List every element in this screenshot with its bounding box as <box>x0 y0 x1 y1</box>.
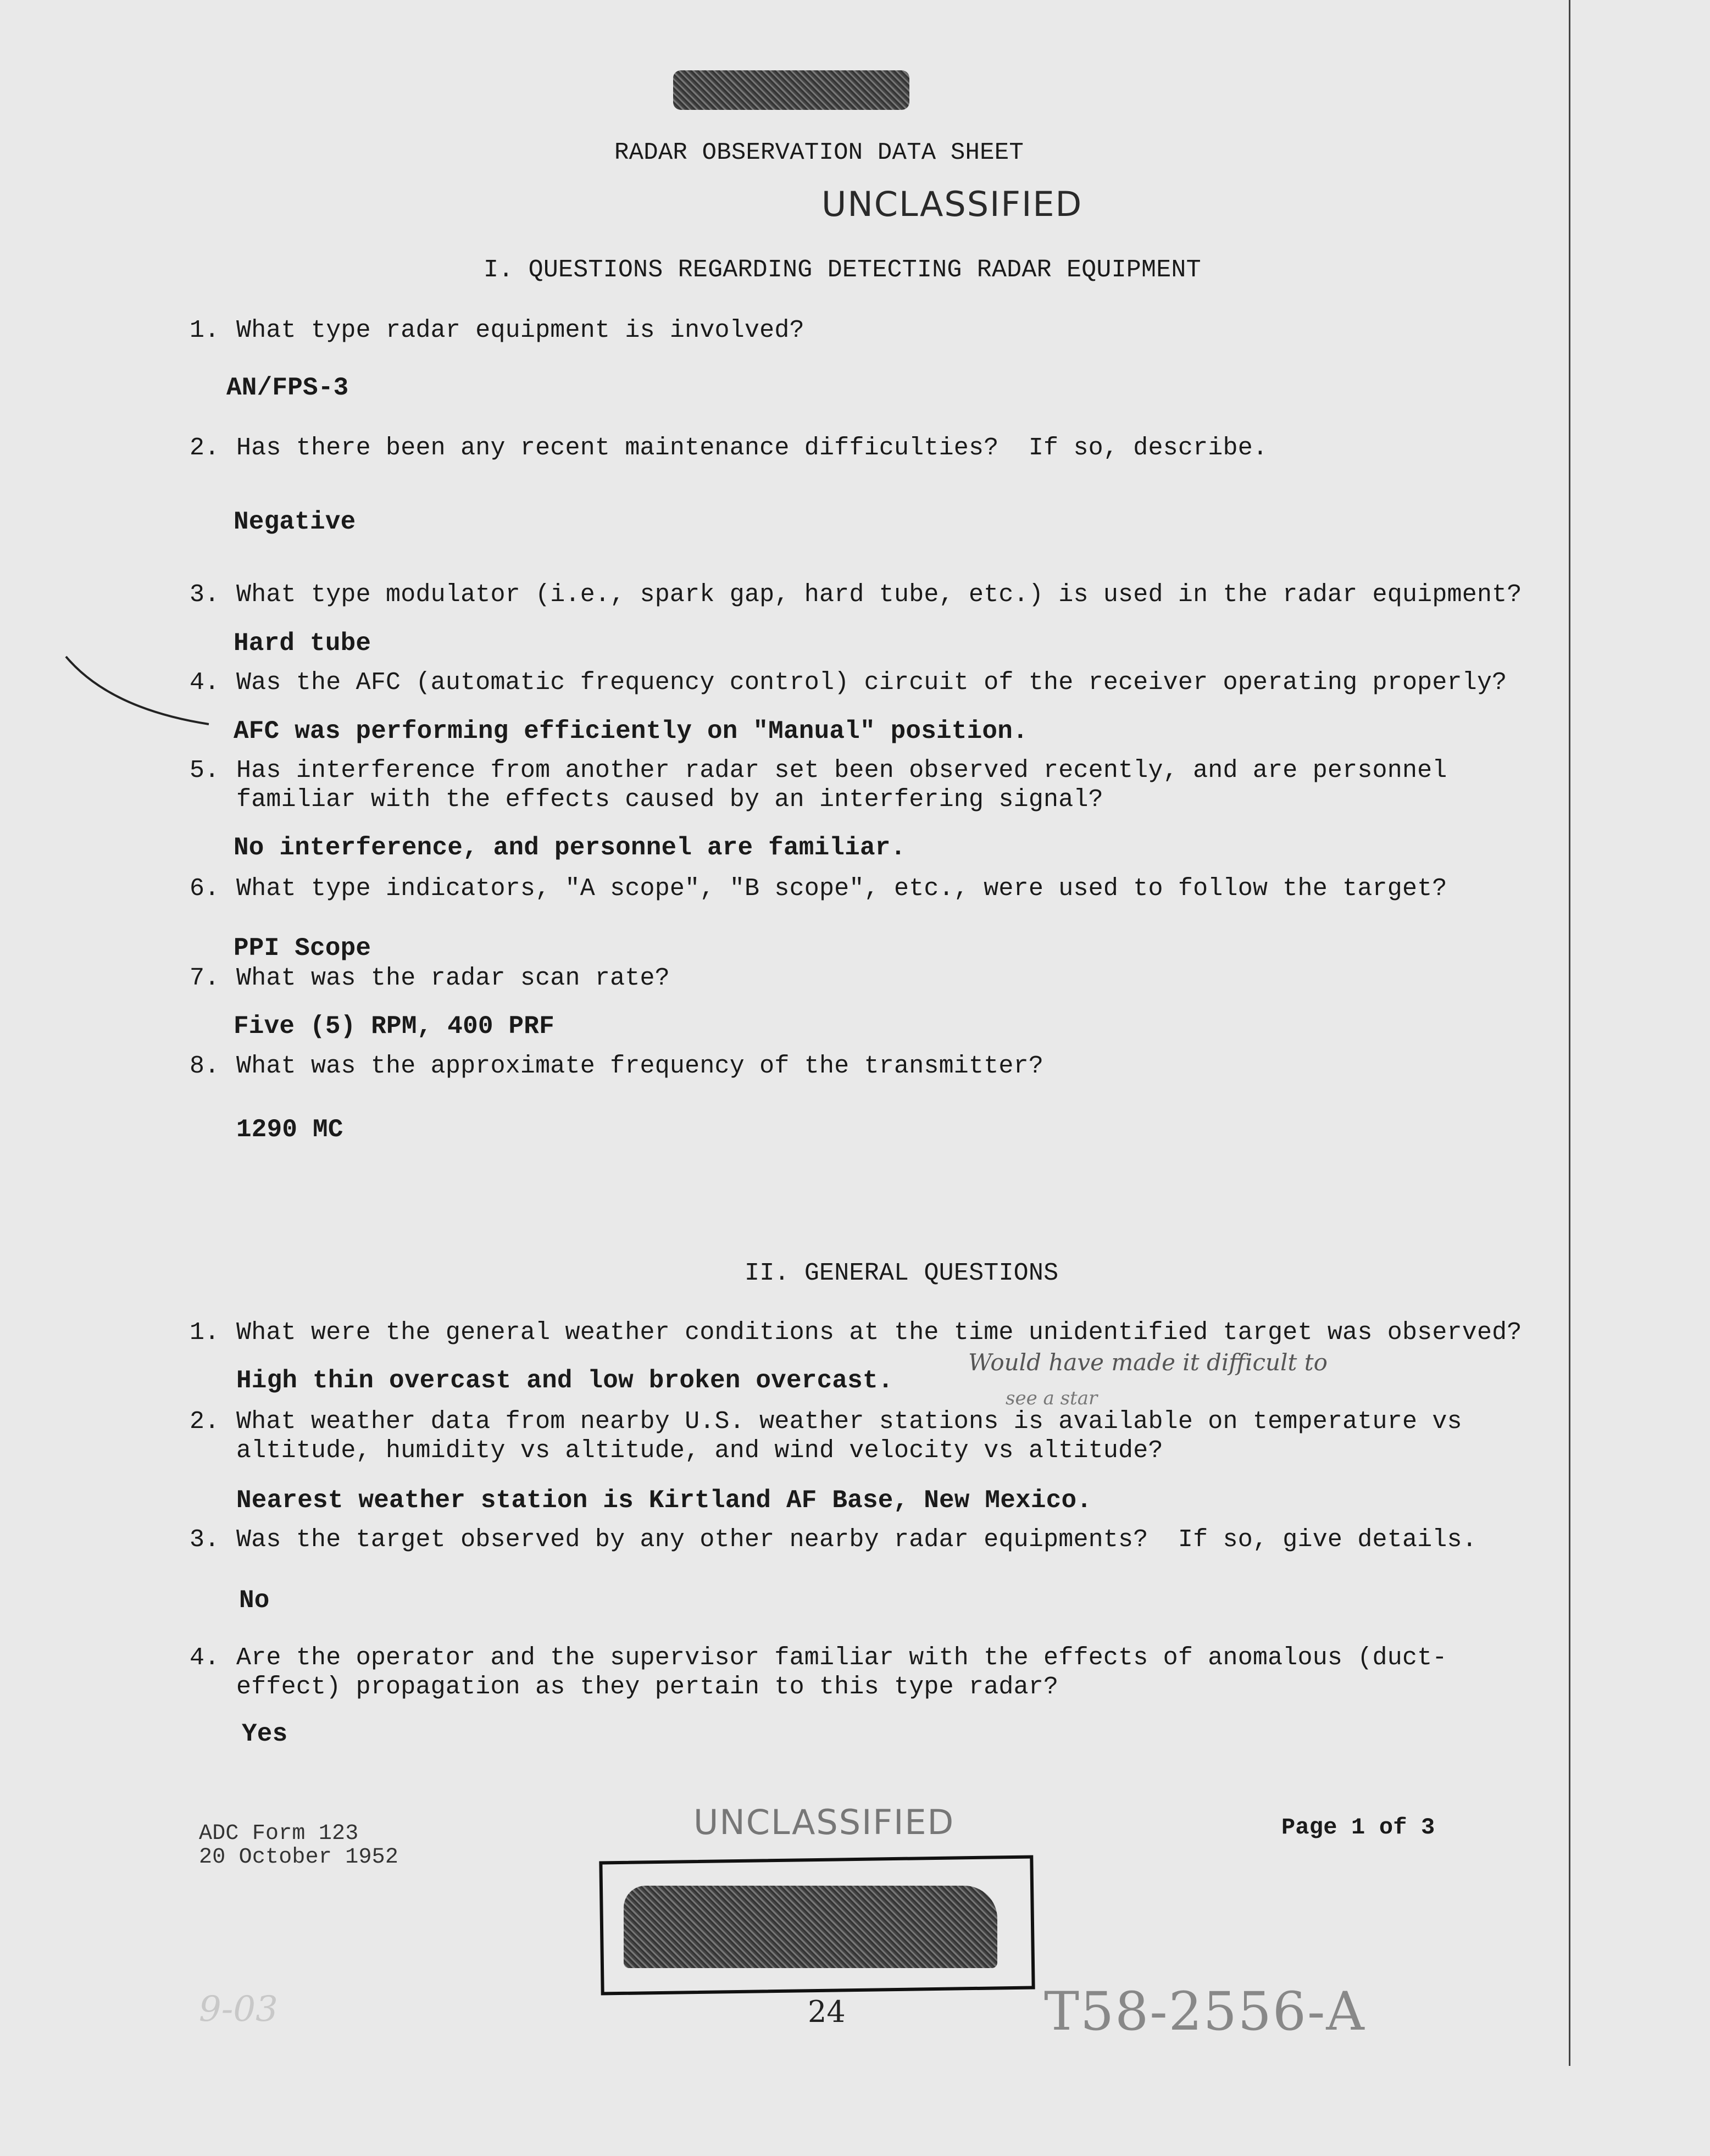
classification-stamp-top: UNCLASSIFIED <box>821 184 1083 224</box>
q2-text: Has there been any recent maintenance difficulties? If so, describe. <box>236 434 1268 462</box>
classification-stamp-bottom: UNCLASSIFIED <box>693 1802 955 1842</box>
g2-answer: Nearest weather station is Kirtland AF Base, New Mexico. <box>236 1486 1092 1515</box>
g3-answer: No <box>239 1586 270 1615</box>
g3-text: Was the target observed by any other nearby radar equipments? If so, give details. <box>236 1526 1477 1554</box>
q3-number: 3. <box>190 581 220 609</box>
pen-stroke-mark <box>0 0 275 769</box>
q5-text-line1: Has interference from another radar set been observed recently, and are personnel <box>236 757 1447 785</box>
page-number: Page 1 of 3 <box>1281 1814 1435 1841</box>
q4-answer: AFC was performing efficiently on "Manual" position. <box>234 717 1028 746</box>
section-2-heading: II. GENERAL QUESTIONS <box>745 1259 1059 1287</box>
q3-answer: Hard tube <box>234 629 371 658</box>
q7-text: What was the radar scan rate? <box>236 964 670 992</box>
q8-answer: 1290 MC <box>236 1115 343 1144</box>
redaction-top <box>673 70 909 110</box>
g4-text-line1: Are the operator and the supervisor familiar with the effects of anomalous (duct- <box>236 1644 1447 1672</box>
q7-answer: Five (5) RPM, 400 PRF <box>234 1012 554 1041</box>
g2-text-line1: What weather data from nearby U.S. weather stations is available on temperature vs <box>236 1408 1462 1436</box>
g3-number: 3. <box>190 1526 220 1554</box>
q5-number: 5. <box>190 757 220 785</box>
q7-number: 7. <box>190 964 220 992</box>
q2-number: 2. <box>190 434 220 462</box>
section-1-heading: I. QUESTIONS REGARDING DETECTING RADAR EQUIPMENT <box>484 256 1201 284</box>
q2-answer: Negative <box>234 508 356 536</box>
q8-number: 8. <box>190 1052 220 1080</box>
document-number: T58-2556-A <box>1044 1981 1365 2042</box>
faint-mark: 9-03 <box>199 1989 278 2030</box>
q8-text: What was the approximate frequency of the transmitter? <box>236 1052 1044 1080</box>
q5-text-line2: familiar with the effects caused by an interfering signal? <box>236 786 1103 814</box>
q5-answer: No interference, and personnel are familiar. <box>234 833 906 862</box>
handwritten-note-line2: see a star <box>1006 1387 1098 1409</box>
q1-number: 1. <box>190 316 220 344</box>
g1-text: What were the general weather conditions at the time unidentified target was observed? <box>236 1319 1522 1347</box>
g2-text-line2: altitude, humidity vs altitude, and wind velocity vs altitude? <box>236 1437 1163 1465</box>
q6-text: What type indicators, "A scope", "B scope", etc., were used to follow the target? <box>236 875 1447 903</box>
g4-text-line2: effect) propagation as they pertain to this type radar? <box>236 1673 1059 1701</box>
q1-answer: AN/FPS-3 <box>226 374 349 402</box>
q4-text: Was the AFC (automatic frequency control) circuit of the receiver operating properly? <box>236 669 1507 697</box>
form-date: 20 October 1952 <box>199 1845 399 1870</box>
g2-number: 2. <box>190 1408 220 1436</box>
q1-text: What type radar equipment is involved? <box>236 316 804 344</box>
g1-number: 1. <box>190 1319 220 1347</box>
page-mark: 24 <box>808 1994 846 2029</box>
right-margin-line <box>1569 0 1570 2066</box>
q4-number: 4. <box>190 669 220 697</box>
g4-number: 4. <box>190 1644 220 1672</box>
g1-answer: High thin overcast and low broken overcast. <box>236 1366 893 1395</box>
q3-text: What type modulator (i.e., spark gap, hard tube, etc.) is used in the radar equipment? <box>236 581 1522 609</box>
q6-answer: PPI Scope <box>234 934 371 963</box>
form-number: ADC Form 123 <box>199 1821 359 1846</box>
g4-answer: Yes <box>242 1720 288 1748</box>
redaction-bottom <box>624 1886 997 1968</box>
form-title: RADAR OBSERVATION DATA SHEET <box>614 139 1024 166</box>
q6-number: 6. <box>190 875 220 903</box>
handwritten-note-line1: Would have made it difficult to <box>968 1349 1328 1376</box>
